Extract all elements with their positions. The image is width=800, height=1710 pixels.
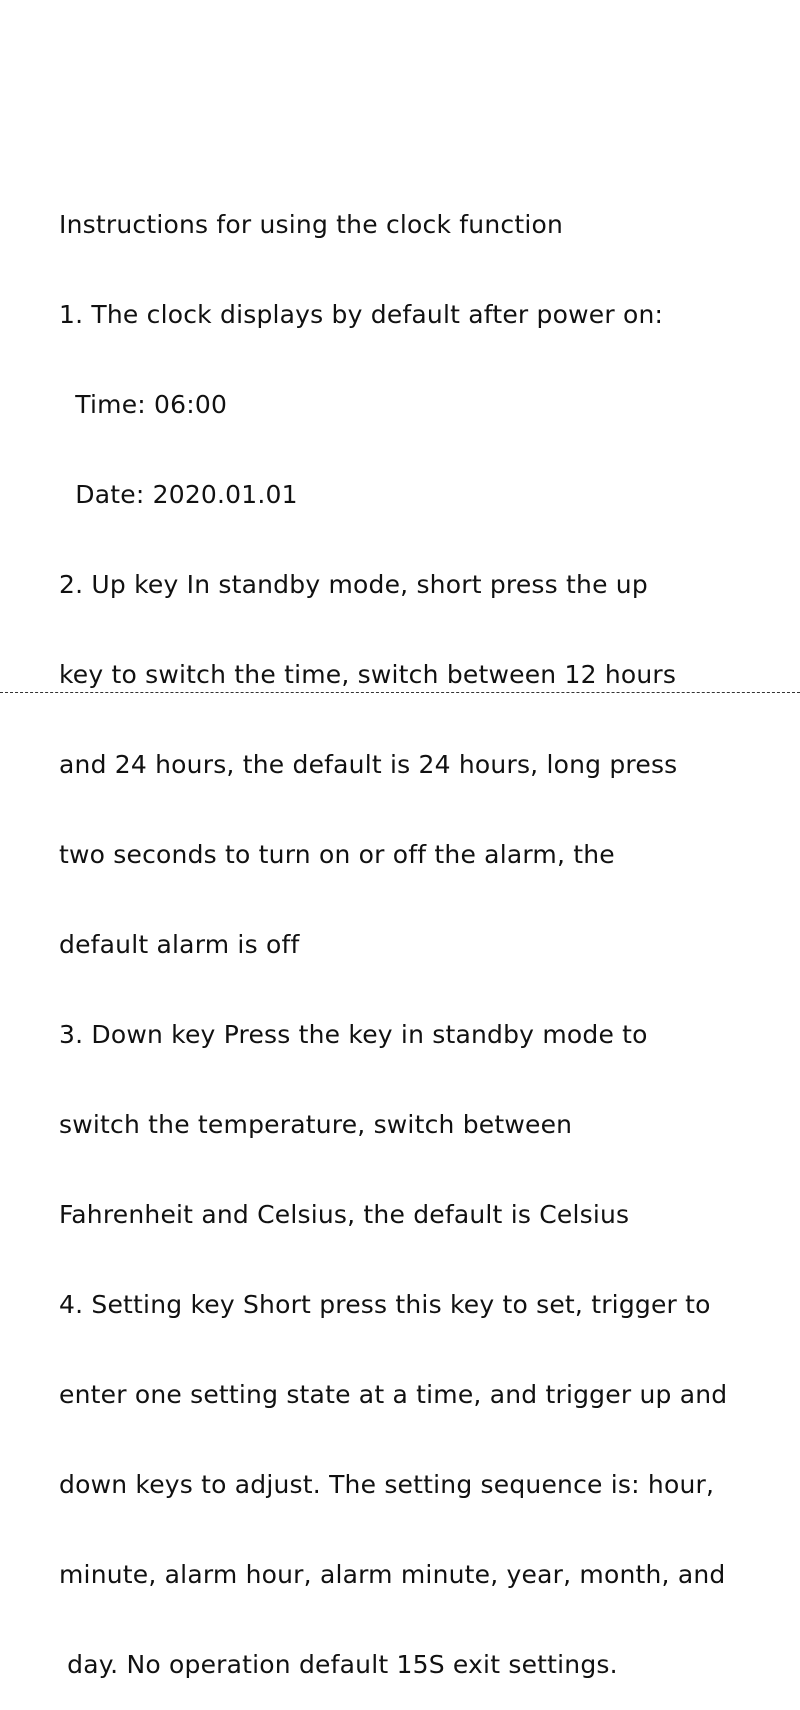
instruction-4-line-2: enter one setting state at a time, and trigger up and [59, 1380, 728, 1409]
instruction-4-line-1: 4. Setting key Short press this key to set, trigger to [59, 1290, 711, 1319]
instruction-2-line-3: and 24 hours, the default is 24 hours, long press [59, 750, 678, 779]
instruction-3-line-3: Fahrenheit and Celsius, the default is Celsius [59, 1200, 630, 1229]
instruction-4-line-5: day. No operation default 15S exit settings. [59, 1650, 618, 1679]
instruction-2-line-1: 2. Up key In standby mode, short press the up [59, 570, 648, 599]
instructions-text-block [59, 150, 794, 1710]
instruction-3-line-2: switch the temperature, switch between [59, 1110, 573, 1139]
default-date-line: Date: 2020.01.01 [59, 480, 298, 509]
instruction-3-line-1: 3. Down key Press the key in standby mode to [59, 1020, 648, 1049]
instruction-2-line-2: key to switch the time, switch between 12 hours [59, 660, 677, 689]
instructions-title: Instructions for using the clock function [59, 210, 564, 239]
instruction-2-line-5: default alarm is off [59, 930, 300, 959]
default-time-line: Time: 06:00 [59, 390, 228, 419]
instruction-4-line-4: minute, alarm hour, alarm minute, year, month, and [59, 1560, 726, 1589]
instruction-1-heading: 1. The clock displays by default after power on: [59, 300, 664, 329]
instruction-4-line-3: down keys to adjust. The setting sequence is: hour, [59, 1470, 715, 1499]
instruction-2-line-4: two seconds to turn on or off the alarm, the [59, 840, 615, 869]
dashed-divider [0, 692, 800, 693]
